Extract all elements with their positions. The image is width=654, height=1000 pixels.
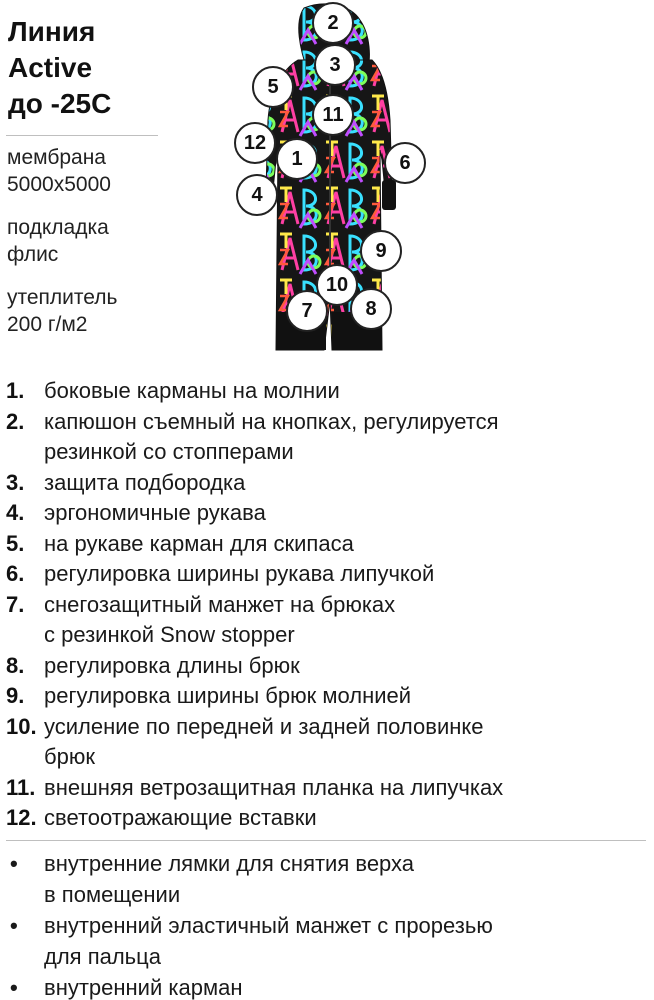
divider-top bbox=[6, 135, 158, 136]
feature-text: усиление по передней и задней половинке bbox=[44, 713, 484, 739]
feature-number: 8. bbox=[6, 652, 25, 678]
spec-lining bbox=[7, 214, 177, 268]
list-item bbox=[6, 590, 646, 651]
spec-membrane bbox=[7, 144, 177, 198]
callout-10: 10 bbox=[316, 264, 358, 306]
feature-number: 9. bbox=[6, 683, 25, 708]
feature-number: 3. bbox=[6, 469, 25, 495]
feature-number: 2. bbox=[6, 408, 25, 434]
callout-9: 9 bbox=[360, 230, 402, 272]
callout-3: 3 bbox=[314, 44, 356, 86]
divider-middle bbox=[6, 840, 646, 841]
bullet-icon: • bbox=[10, 975, 18, 1000]
features-list bbox=[6, 376, 646, 834]
feature-text: защита подбородка bbox=[44, 469, 246, 495]
feature-text: на рукаве карман для скипаса bbox=[44, 530, 354, 556]
extra-text: внутренний карман bbox=[44, 975, 243, 1000]
feature-text: резинкой со стопперами bbox=[44, 439, 294, 464]
list-item bbox=[6, 972, 646, 1000]
list-item bbox=[6, 468, 646, 499]
callout-1: 1 bbox=[276, 138, 318, 180]
extra-text: внутренний эластичный манжет с прорезью bbox=[44, 913, 493, 938]
feature-text: регулировка ширины рукава липучкой bbox=[44, 561, 435, 586]
spec-label: подкладка bbox=[7, 216, 109, 239]
feature-number: 5. bbox=[6, 530, 25, 556]
spec-value: 5000х5000 bbox=[7, 173, 111, 196]
feature-text: боковые карманы на молнии bbox=[44, 378, 340, 403]
spec-label: утеплитель bbox=[7, 286, 118, 309]
feature-text: регулировка длины брюк bbox=[44, 652, 300, 678]
callout-6: 6 bbox=[384, 142, 426, 184]
callout-5: 5 bbox=[252, 66, 294, 108]
spec-label: мембрана bbox=[7, 146, 106, 169]
product-line-title bbox=[8, 14, 168, 122]
list-item bbox=[6, 529, 646, 560]
feature-text: снегозащитный манжет на брюках bbox=[44, 591, 396, 617]
list-item bbox=[6, 681, 646, 712]
title-line-1: Линия bbox=[8, 16, 96, 47]
spec-insulation bbox=[7, 284, 177, 338]
callout-8: 8 bbox=[350, 288, 392, 330]
extra-text: внутренние лямки для снятия верха bbox=[44, 851, 415, 876]
feature-number: 6. bbox=[6, 561, 25, 586]
feature-number: 1. bbox=[6, 378, 25, 403]
list-item bbox=[6, 559, 646, 590]
callout-7: 7 bbox=[286, 290, 328, 332]
feature-number: 10. bbox=[6, 713, 37, 739]
feature-number: 7. bbox=[6, 591, 25, 617]
list-item bbox=[6, 407, 646, 468]
list-item bbox=[6, 910, 646, 972]
feature-text: регулировка ширины брюк молнией bbox=[44, 683, 412, 708]
title-line-2: Active bbox=[8, 52, 93, 83]
feature-number: 11. bbox=[6, 774, 36, 800]
feature-text: внешняя ветрозащитная планка на липучках bbox=[44, 774, 504, 800]
feature-text: капюшон съемный на кнопках, регулируется bbox=[44, 408, 499, 434]
callout-12: 12 bbox=[234, 122, 276, 164]
list-item bbox=[6, 803, 646, 834]
title-line-3: до -25С bbox=[8, 88, 112, 119]
list-item bbox=[6, 773, 646, 804]
extras-list bbox=[6, 848, 646, 1000]
list-item bbox=[6, 376, 646, 407]
list-item bbox=[6, 498, 646, 529]
feature-text: светоотражающие вставки bbox=[44, 805, 317, 830]
jumpsuit-illustration bbox=[232, 0, 422, 356]
feature-text: эргономичные рукава bbox=[44, 500, 266, 525]
spec-value: 200 г/м2 bbox=[7, 313, 88, 336]
callout-2: 2 bbox=[312, 2, 354, 44]
extra-text: для пальца bbox=[44, 944, 161, 969]
bullet-icon: • bbox=[10, 851, 18, 876]
extra-text: в помещении bbox=[44, 882, 181, 907]
feature-text: брюк bbox=[44, 744, 95, 769]
list-item bbox=[6, 712, 646, 773]
feature-text: с резинкой Snow stopper bbox=[44, 622, 295, 647]
callout-4: 4 bbox=[236, 174, 278, 216]
list-item bbox=[6, 848, 646, 910]
spec-value: флис bbox=[7, 243, 59, 266]
list-item bbox=[6, 651, 646, 682]
feature-number: 12. bbox=[6, 805, 37, 830]
callout-11: 11 bbox=[312, 94, 354, 136]
bullet-icon: • bbox=[10, 913, 18, 938]
material-specs bbox=[7, 144, 177, 354]
feature-number: 4. bbox=[6, 500, 25, 525]
